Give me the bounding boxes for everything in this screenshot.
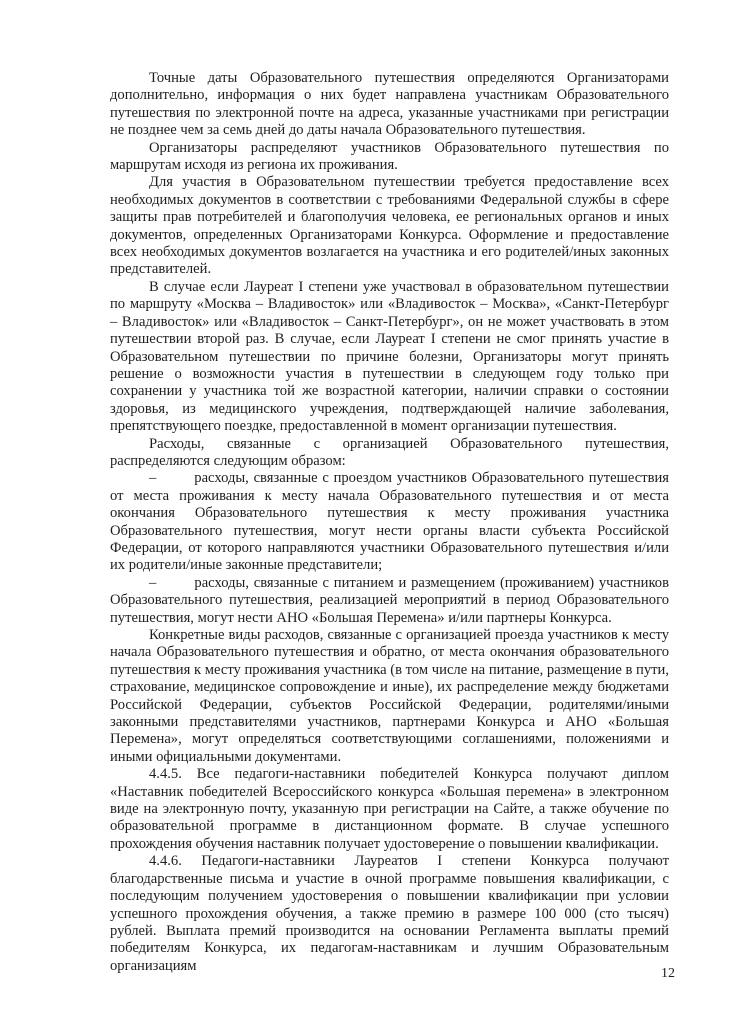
paragraph-documents: Для участия в Образовательном путешествии требуется предоставление всех необходимых документов в соответствии с требованиями Федеральной службы в сфере защиты прав потребителей и благополучия человека, ее региональных органов и иных документов, определенных Организаторами Конкурса. Оформление и предоставление всех необходимых документов возлагается на участника и его родителей/иных законных представителей.: [110, 174, 669, 278]
paragraph-expenses-intro: Расходы, связанные с организацией Образовательного путешествия, распределяются следующим образом:: [110, 435, 669, 469]
paragraph-specific-expenses: Конкретные виды расходов, связанные с организацией проезда участников к месту начала Образовательного путешествия и обратно, от места окончания образовательного путешествия к месту проживания участника (в том числе на питание, размещение в пути, страхование, медицинское сопровождение и иные), их распределение между бюджетами Российской Федерации, субъектов Российской Федерации, родителями/иными законными представителями участников, партнерами Конкурса и АНО «Большая Перемена», могут определяться соответствующими соглашениями, положениями и иными официальными документами.: [110, 627, 669, 765]
clause-4-4-6: 4.4.6. Педагоги-наставники Лауреатов I степени Конкурса получают благодарственные письма и участие в очной программе повышения квалификации, с последующим получением удостоверения о повышении квалификации при условии успешного прохождения обучения, а также премию в размере 100 000 (сто тысяч) рублей. Выплата премий производится на основании Регламента выплаты премий победителям Конкурса, их педагогам-наставникам и лучшим Образовательным организациям: [110, 853, 669, 974]
paragraph-dates: Точные даты Образовательного путешествия определяются Организаторами дополнительно, информация о них будет направлена участникам Образовательного путешествия по электронной почте на адреса, указанные участниками при регистрации не позднее чем за семь дней до даты начала Образовательного путешествия.: [110, 70, 669, 139]
paragraph-routes: Организаторы распределяют участников Образовательного путешествия по маршрутам исходя из региона их проживания.: [110, 139, 669, 174]
document-body: [110, 70, 669, 975]
list-item-travel-expenses: – расходы, связанные с проездом участников Образовательного путешествия от места проживания к месту начала Образовательного путешествия и от места окончания Образовательного путешествия к месту проживания участника Образовательного путешествия, могут нести органы власти субъекта Российской Федерации, от которого направляются участники Образовательного путешествия и/или их родители/иные законные представители;: [110, 470, 669, 574]
paragraph-laureate-repeat: В случае если Лауреат I степени уже участвовал в образовательном путешествии по маршруту «Москва – Владивосток» или «Владивосток – Москва», «Санкт-Петербург – Владивосток» или «Владивосток – Санкт-Петербург», он не может участвовать в этом путешествии второй раз. В случае, если Лауреат I степени не смог принять участие в Образовательном путешествии по причине болезни, Организаторы могут принять решение о возможности участия в путешествии в следующем году только при сохранении у участника той же возрастной категории, наличии справки о состоянии здоровья, из медицинского учреждения, подтверждающей наличие заболевания, препятствующего поездке, предоставленной в момент организации путешествия.: [110, 278, 669, 435]
clause-4-4-5: 4.4.5. Все педагоги-наставники победителей Конкурса получают диплом «Наставник победителей Всероссийского конкурса «Большая перемена» в электронном виде на электронную почту, указанную при регистрации на Сайте, а также обучение по образовательной программе в дистанционном формате. В случае успешного прохождения обучения наставник получает удостоверение о повышении квалификации.: [110, 766, 669, 852]
page-number: 12: [661, 966, 675, 981]
list-item-accommodation-expenses: – расходы, связанные с питанием и размещением (проживанием) участников Образовательного путешествия, реализацией мероприятий в период Образовательного путешествия, могут нести АНО «Большая Перемена» и/или партнеры Конкурса.: [110, 574, 669, 626]
